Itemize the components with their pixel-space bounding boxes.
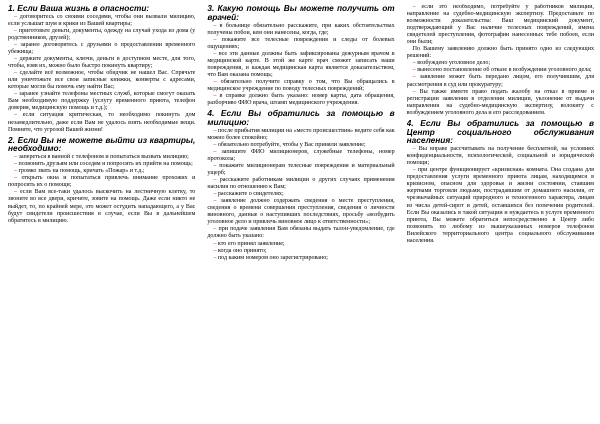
list-item-text: если это необходимо, потребуйте у работников милиции, направление на судебно-медицинскую экспертизу. Предоставьте по возможности доказательства: Ваш медицинский документ, подтверждающий у Вас наличие телесных повреждений, имена свидетелей преступления, фотографии нанесенных тебе побоев, если они были; xyxy=(406,4,594,46)
list-item-text: если ситуация критическая, то необходимо покинуть дом незамедлительно, даже если Вам не удалось взять необходимые вещи. Помните, что угрозой Вашей жизни! xyxy=(8,112,196,133)
list-item-text: Вы также имеете право подать жалобу на отказ в приеме и регистрации заявления в отделении милиции, уклонение от выдачи направления на судебно-медицинскую экспертизу, волокиту с возбуждением уголовного дела и его расследованием. xyxy=(406,88,594,116)
bullet-dash-icon: – xyxy=(412,167,418,174)
list-item-text: обязательно потребуйте, чтобы у Вас приняли заявление; xyxy=(217,141,366,148)
list-item xyxy=(207,177,394,191)
bullet-dash-icon: – xyxy=(14,161,19,168)
bullet-dash-icon: – xyxy=(213,226,219,233)
list-item xyxy=(8,28,195,42)
bullet-dash-icon: – xyxy=(14,175,22,182)
bullet-dash-icon: – xyxy=(14,41,21,48)
section-heading: 2. Если Вы не можете выйти из квартиры, необходимо: xyxy=(8,134,196,154)
list-item-text: запишите ФИО милиционеров, служебные телефоны, номер протокола; xyxy=(207,148,395,162)
list-item xyxy=(207,149,394,163)
list-item xyxy=(8,56,195,70)
list-item-text: когда оно принято; xyxy=(217,247,267,254)
bullet-dash-icon: – xyxy=(412,4,422,10)
list-item-text: кто его принял заявление; xyxy=(217,240,285,247)
list-item xyxy=(8,189,195,224)
bullet-dash-icon: – xyxy=(412,88,420,95)
list-item xyxy=(207,23,394,37)
list-item xyxy=(407,4,594,46)
bullet-dash-icon: – xyxy=(14,112,23,119)
list-item-text: под каким номером оно зарегистрировано; xyxy=(217,254,328,261)
list-item-text: вынесено постановление об отказе в возбуждении уголовного дела; xyxy=(417,67,592,74)
bullet-dash-icon: – xyxy=(14,189,20,196)
bullet-dash-icon: – xyxy=(412,74,420,81)
bullet-dash-icon: – xyxy=(213,50,219,57)
list-item xyxy=(407,167,594,245)
list-item xyxy=(407,146,594,167)
list-item-text: приготовьте деньги, документы, одежду на случай ухода из дома (у родственников, друзей); xyxy=(8,27,196,41)
bullet-dash-icon: – xyxy=(213,93,220,100)
bullet-dash-icon: – xyxy=(213,240,218,247)
list-item-text: громко звать на помощь, кричать «Пожар» и т.д.; xyxy=(18,168,145,175)
bullet-dash-icon: – xyxy=(213,22,220,29)
list-item xyxy=(8,14,195,28)
bullet-dash-icon: – xyxy=(213,36,222,43)
list-item xyxy=(8,161,195,168)
bullet-dash-icon: – xyxy=(213,191,218,198)
list-item-text: возбуждено уголовное дело; xyxy=(417,60,491,67)
list-item xyxy=(207,79,394,93)
bullet-dash-icon: – xyxy=(14,56,20,63)
list-item xyxy=(407,89,594,117)
bullet-dash-icon: – xyxy=(14,91,20,98)
list-item xyxy=(8,70,195,91)
list-item-text: заявление может быть передано лицом, его получившим, для рассмотрения в суд или прокуратуру; xyxy=(406,74,594,88)
list-item-text: позвонить друзьям или соседям и попросить их прийти на помощь; xyxy=(18,161,193,168)
column-2 xyxy=(207,4,394,420)
list-item-text: покажите милиционерам телесные повреждения и материальный ущерб; xyxy=(207,162,395,177)
list-item-text: запереться в ванной с телефоном и попытаться вызвать милицию; xyxy=(18,154,189,161)
bullet-dash-icon: – xyxy=(14,27,19,34)
list-item-text: при центре функционирует «кризисная» комната. Она создана для предоставления услуги временного приюта лицам, находящимся в кризисном, опасном для здоровья и жизни состоянии, ставшим жертвами торговли людьми, пострадавшим от домашнего насилия, от чрезвычайных ситуаций природного и техногенного характера, лицам из числа детей-сирот и детей, оставшихся без попечения родителей. Если Вы оказались в такой ситуации и нуждаетесь в услуге временного приюта, Вы можете обратиться непосредственно в Центр либо позвонить по любому из вышеуказанных номеров телефонов Вилейского территориального центра социального обслуживания населения. xyxy=(406,167,594,244)
list-item xyxy=(207,198,394,226)
list-item-text: в больнице обязательно расскажите, при каких обстоятельствах получены побои, кем они нанесены, когда, где; xyxy=(207,22,395,36)
list-item xyxy=(8,91,195,112)
bullet-dash-icon: – xyxy=(213,141,218,148)
list-item xyxy=(207,37,394,51)
list-item xyxy=(207,163,394,177)
list-item xyxy=(207,128,394,142)
list-item-text: после прибытия милиции на «место происшествия» ведите себя как можно более спокойно; xyxy=(207,127,395,141)
list-item-text: обязательно получите справку о том, что Вы обращались в медицинское учреждение по поводу телесных повреждений; xyxy=(207,78,395,93)
list-item xyxy=(207,142,394,149)
list-item xyxy=(207,248,394,255)
list-item-text: Вы вправе рассчитывать на получение бесплатной, на условиях конфиденциальности, психологической, социальной и юридической помощи; xyxy=(406,146,594,167)
bullet-dash-icon: – xyxy=(213,247,218,254)
list-item-text: договоритесь со своими соседями, чтобы они вызвали милицию, если услышат шум и крики из Вашей квартиры; xyxy=(8,13,196,27)
list-item xyxy=(207,226,394,240)
list-item xyxy=(8,168,195,175)
bullet-dash-icon: – xyxy=(14,154,19,161)
bullet-dash-icon: – xyxy=(213,78,221,85)
bullet-dash-icon: – xyxy=(213,162,220,169)
list-item xyxy=(407,74,594,88)
list-item xyxy=(207,191,394,198)
bullet-dash-icon: – xyxy=(14,70,20,77)
list-item-text: сделайте всё возможное, чтобы обидчик не нашел Вас. Спрячьте или уничтожьте все свои записные книжки, конверты с адресами, которые могли бы помочь ему найти Вас; xyxy=(8,70,196,91)
bullet-dash-icon: – xyxy=(213,177,220,184)
column-1 xyxy=(8,4,195,420)
list-item xyxy=(8,175,195,189)
section-heading: 1. Если Ваша жизнь в опасности: xyxy=(8,4,150,13)
bullet-dash-icon: – xyxy=(213,148,222,155)
list-item-text: расскажите работникам милиции о других случаях применения насилия по отношению к Вам; xyxy=(207,177,395,191)
paragraph: По Вашему заявлению должно быть принято одно из следующих решений: xyxy=(406,46,594,60)
bullet-dash-icon: – xyxy=(412,60,418,67)
list-item xyxy=(207,93,394,107)
list-item-text: заявление должно содержать сведения о месте преступления, сведения о времени совершения преступления, сведения о личности виновного, данные о наступивших последствиях, просьбу «возбудить уголовное дело и привлечь виновное лицо к ответственности»; xyxy=(207,198,395,226)
list-item-text: покажите все телесные повреждения и следы от болевых ощущениях; xyxy=(207,36,395,50)
bullet-dash-icon: – xyxy=(213,198,221,205)
list-item-text: открыть окна и попытаться привлечь внимание прохожих и попросить их о помощи; xyxy=(8,175,196,189)
column-3 xyxy=(407,4,594,420)
list-item xyxy=(207,51,394,79)
bullet-dash-icon: – xyxy=(213,254,218,261)
list-item-text: расскажите о свидетелях; xyxy=(217,191,284,198)
list-item xyxy=(8,112,195,133)
list-item xyxy=(207,241,394,248)
section-heading: 4. Если Вы обратились за помощью в милицию: xyxy=(207,108,395,127)
section-heading: 3. Какую помощь Вы можете получить от врачей: xyxy=(207,4,395,22)
bullet-dash-icon: – xyxy=(14,168,19,175)
list-item-text: заранее договоритесь с друзьями о предоставлении временного убежища; xyxy=(8,41,196,56)
bullet-dash-icon: – xyxy=(412,146,419,153)
bullet-dash-icon: – xyxy=(14,13,20,20)
bullet-dash-icon: – xyxy=(412,67,418,74)
list-item-text: держите документы, ключи, деньги в доступном месте, для того, чтобы, взяв их, можно было быстро покинуть квартиру; xyxy=(8,56,196,70)
list-item-text: все эти данные должны быть зафиксированы дежурным врачом в медицинской карте. В этой же карте врач сможет записать ваши повреждения, и каждая медицинская карта является доказательством, что Вам оказана помощь; xyxy=(207,50,395,78)
list-item-text: если Вам все-таки удалось выскочить на лестничную клетку, то звоните во все двери, кричите, зовите на помощь. Даже если никто не выйдет, то, по крайней мере, это может остудить нападающего, а у Вас будут свидетели происшествия в случае, если Вы в дальнейшем обратитесь в милицию. xyxy=(8,189,196,224)
section-heading: 4. Если Вы обратились за помощью в Центр социального обслуживания населения: xyxy=(406,117,594,146)
list-item-text: при подаче заявления Вам обязаны выдать талон-уведомление, где должно быть указано: xyxy=(207,226,395,240)
list-item xyxy=(207,255,394,262)
bullet-dash-icon: – xyxy=(213,127,218,134)
list-item xyxy=(8,42,195,56)
list-item-text: заранее узнайте телефоны местных служб, которые смогут оказать Вам необходимую поддержку (услугу временного приюта, телефон доверия, медицинскую помощь и т.д.); xyxy=(8,91,196,112)
list-item-text: в справке должно быть указано: номер карты, дата обращения, разборчиво ФИО врача, штамп медицинского учреждения. xyxy=(207,93,395,107)
